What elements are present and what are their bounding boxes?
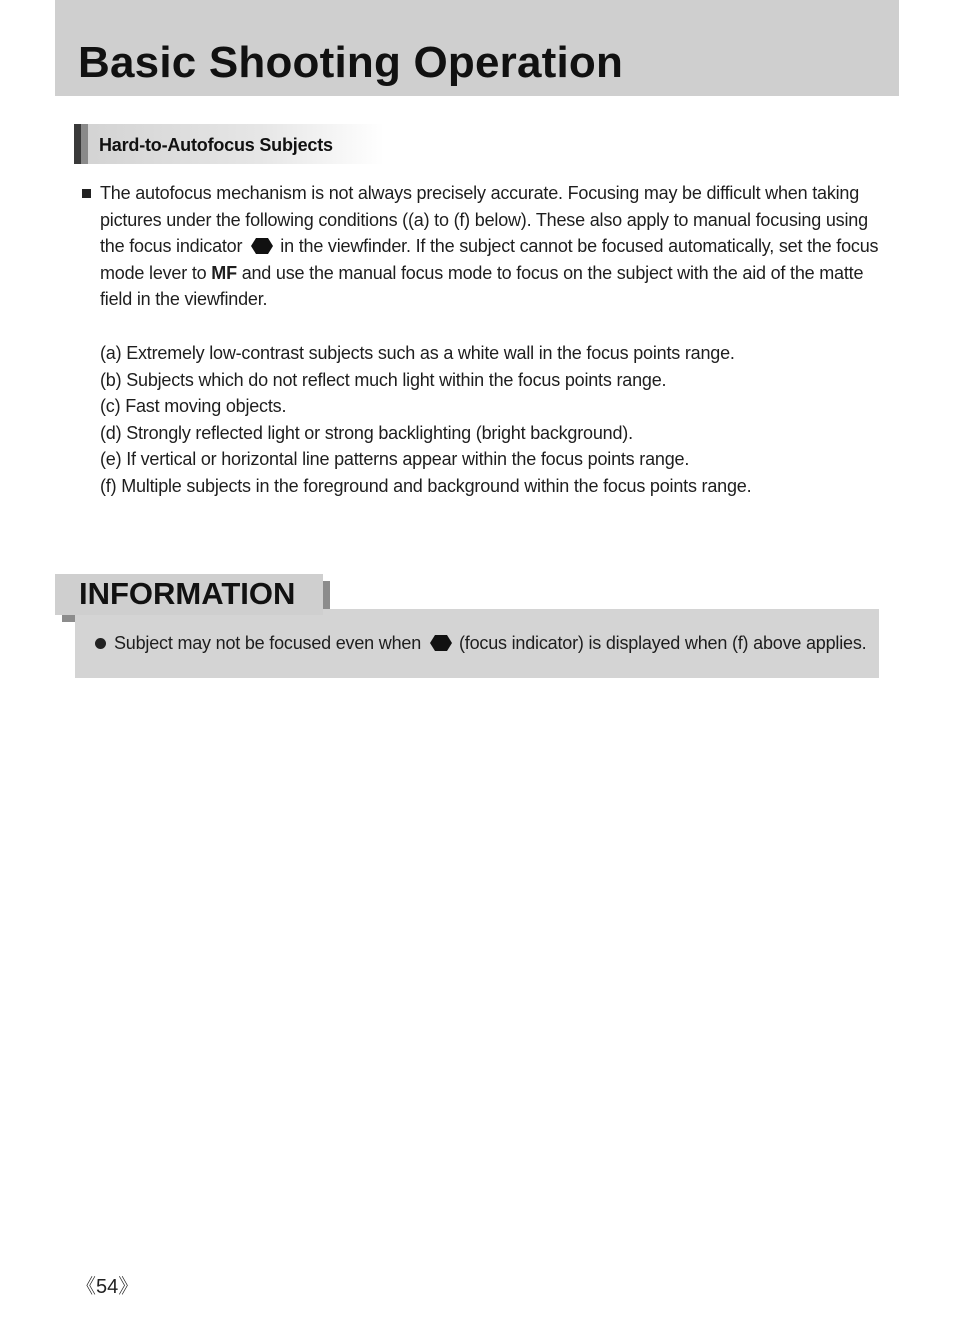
- section-heading-block: [74, 124, 384, 164]
- list-item: (f) Multiple subjects in the foreground and background within the focus points range.: [100, 475, 752, 496]
- section-heading: Hard-to-Autofocus Subjects: [99, 135, 333, 155]
- page-number: 《54》: [76, 1276, 139, 1298]
- list-item: (c) Fast moving objects.: [100, 396, 287, 417]
- list-item: (a) Extremely low-contrast subjects such as a white wall in the focus points range.: [100, 343, 735, 363]
- section-heading-bar-dark: [74, 124, 81, 164]
- focus-indicator-hexagon-icon: [429, 634, 453, 652]
- mf-label: MF: [211, 262, 237, 283]
- round-bullet-icon: [95, 638, 106, 649]
- list-item: (d) Strongly reflected light or strong backlighting (bright background).: [100, 422, 633, 443]
- section-heading-bar-light: [81, 124, 88, 164]
- information-text-after: (focus indicator) is displayed when (f) above applies.: [459, 633, 867, 653]
- focus-indicator-hexagon-icon: [250, 237, 274, 255]
- intro-text-part2: in the viewfinder. If the subject cannot be focused automatically, set the focus mode lever to: [100, 236, 879, 283]
- information-text-before: Subject may not be focused even when: [114, 633, 422, 653]
- list-item: (b) Subjects which do not reflect much light within the focus points range.: [100, 369, 667, 390]
- intro-paragraph: [100, 180, 890, 313]
- square-bullet-icon: [82, 189, 91, 198]
- intro-text-part3: and use the manual focus mode to focus on the subject with the aid of the matte field in the viewfinder.: [100, 262, 864, 310]
- information-title: INFORMATION: [79, 576, 296, 611]
- conditions-list: [100, 340, 751, 500]
- intro-text-part1: The autofocus mechanism is not always precisely accurate. Focusing may be difficult when taking pictures under the following conditions ((a) to (f) below). These also apply to manual focusing using the focus indicator: [100, 183, 868, 257]
- list-item: (e) If vertical or horizontal line patterns appear within the focus points range.: [100, 449, 690, 470]
- information-text: [114, 630, 866, 656]
- page-title: Basic Shooting Operation: [78, 38, 624, 87]
